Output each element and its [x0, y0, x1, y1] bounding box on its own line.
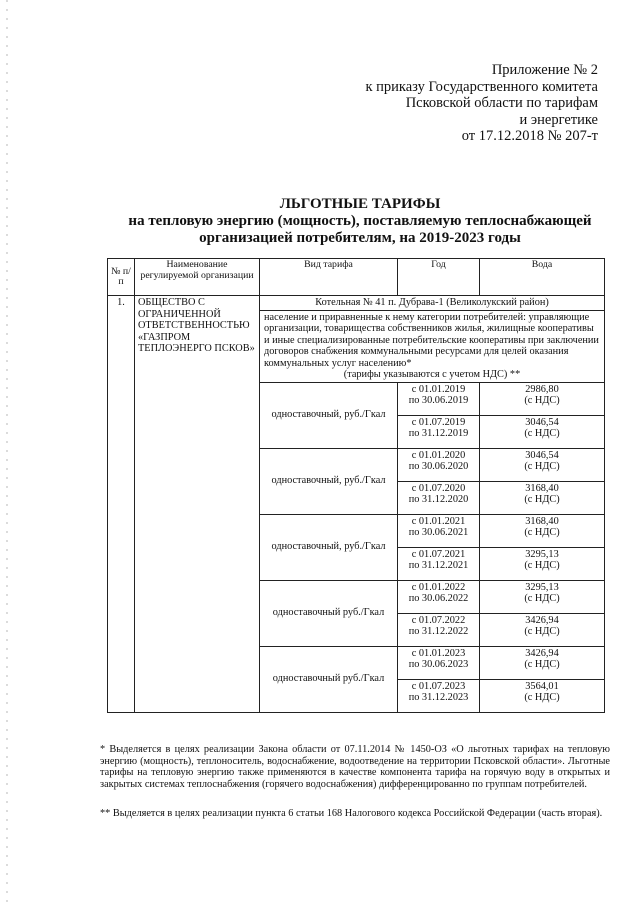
- tariff-type: одноставочный руб./Гкал: [260, 646, 398, 712]
- appendix-order: к приказу Государственного комитета: [365, 78, 598, 95]
- organization-name: ОБЩЕСТВО С ОГРАНИЧЕННОЙ ОТВЕТСТВЕННОСТЬЮ «ГАЗПРОМ ТЕПЛОЭНЕРГО ПСКОВ»: [135, 296, 260, 713]
- tariff-value: 3046,54: [525, 449, 559, 461]
- period-dates: [398, 448, 480, 481]
- water-tariff: [480, 415, 605, 448]
- period-to: по 31.12.2020: [408, 494, 469, 505]
- water-tariff: [480, 448, 605, 481]
- period-to: по 30.06.2020: [408, 461, 469, 472]
- appendix-number: Приложение № 2: [491, 62, 598, 78]
- row-number: 1.: [108, 296, 135, 713]
- period-dates: [398, 481, 480, 514]
- appendix-date: от 17.12.2018 № 207-т: [461, 128, 598, 144]
- tariff-vat: (с НДС): [524, 395, 560, 406]
- water-tariff: [480, 547, 605, 580]
- header-year: Год: [398, 259, 480, 296]
- boiler-name: Котельная № 41 п. Дубрава-1 (Великолукский район): [260, 296, 605, 311]
- tariff-vat: (с НДС): [524, 494, 560, 505]
- tariff-value: 3295,13: [525, 581, 559, 593]
- consumer-category: [260, 310, 605, 382]
- period-to: по 31.12.2023: [408, 692, 469, 703]
- tariff-vat: (с НДС): [524, 461, 560, 472]
- tariff-value: 3168,40: [525, 482, 559, 494]
- scan-edge-artifact: [6, 0, 8, 905]
- boiler-row: [108, 296, 605, 311]
- water-tariff: [480, 514, 605, 547]
- tariff-type: одноставочный, руб./Гкал: [260, 448, 398, 514]
- period-from: с 01.01.2023: [411, 647, 466, 659]
- tariff-vat: (с НДС): [524, 593, 560, 604]
- period-from: с 01.07.2023: [411, 680, 466, 692]
- period-dates: [398, 514, 480, 547]
- header-water: Вода: [480, 259, 605, 296]
- period-dates: [398, 415, 480, 448]
- header-type: Вид тарифа: [260, 259, 398, 296]
- tariff-value: 3426,94: [525, 647, 559, 659]
- header-org: Наименование регулируемой организации: [135, 259, 260, 296]
- period-dates: [398, 547, 480, 580]
- vat-note: (тарифы указываются с учетом НДС) **: [343, 369, 521, 380]
- period-dates: [398, 580, 480, 613]
- tariff-vat: (с НДС): [524, 428, 560, 439]
- appendix-reference: [340, 62, 598, 145]
- period-from: с 01.01.2020: [411, 449, 466, 461]
- tariff-vat: (с НДС): [524, 527, 560, 538]
- period-from: с 01.07.2022: [411, 614, 466, 626]
- period-to: по 31.12.2022: [408, 626, 469, 637]
- period-from: с 01.01.2022: [411, 581, 466, 593]
- period-dates: [398, 613, 480, 646]
- tariff-value: 3168,40: [525, 515, 559, 527]
- water-tariff: [480, 481, 605, 514]
- tariff-value: 3564,01: [525, 680, 559, 692]
- water-tariff: [480, 613, 605, 646]
- tariff-vat: (с НДС): [524, 626, 560, 637]
- water-tariff: [480, 679, 605, 712]
- period-from: с 01.01.2021: [411, 515, 466, 527]
- tariff-value: 3295,13: [525, 548, 559, 560]
- appendix-energy: и энергетике: [519, 111, 598, 128]
- period-from: с 01.01.2019: [411, 383, 466, 395]
- appendix-committee: Псковской области по тарифам: [405, 95, 598, 111]
- tariff-value: 2986,80: [525, 383, 559, 395]
- header-num: № п/п: [108, 259, 135, 296]
- water-tariff: [480, 646, 605, 679]
- period-to: по 31.12.2019: [408, 428, 469, 439]
- consumer-description: население и приравненные к нему категории потребителей: управляющие организации, товарищества собственников жилья, жилищные кооперативы и иные специализированные потребительские кооперативы при заключении договоров снабжения коммунальными ресурсами для целей оказания коммунальных услуг населению*: [264, 311, 599, 369]
- title-line-3: организацией потребителям, на 2019-2023 годы: [199, 230, 521, 246]
- tariff-type: одноставочный руб./Гкал: [260, 580, 398, 646]
- tariff-value: 3426,94: [525, 614, 559, 626]
- title-line-2: на тепловую энергию (мощность), поставляемую теплоснабжающей: [128, 213, 592, 229]
- tariff-table: [107, 258, 605, 713]
- tariff-vat: (с НДС): [524, 560, 560, 571]
- document-title: [95, 196, 625, 247]
- period-to: по 30.06.2019: [408, 395, 469, 406]
- tariff-vat: (с НДС): [524, 692, 560, 703]
- period-to: по 31.12.2021: [408, 560, 469, 571]
- water-tariff: [480, 382, 605, 415]
- footnote-1: * Выделяется в целях реализации Закона области от 07.11.2014 № 1450-ОЗ «О льготных тарифах на тепловую энергию (мощность), теплоноситель, водоснабжение, водоотведение на территории Псковской области». Льготные тарифы на тепловую энергию также применяются в качестве компонента тарифа на горячую воду в открытых и закрытых системах теплоснабжения (горячего водоснабжения) дифференцированно по группам потребителей.: [100, 744, 610, 790]
- footnote-2: ** Выделяется в целях реализации пункта 6 статьи 168 Налогового кодекса Российской Федерации (часть вторая).: [100, 808, 603, 819]
- title-line-1: ЛЬГОТНЫЕ ТАРИФЫ: [279, 196, 441, 212]
- tariff-type: одноставочный, руб./Гкал: [260, 514, 398, 580]
- period-from: с 01.07.2021: [411, 548, 466, 560]
- water-tariff: [480, 580, 605, 613]
- period-from: с 01.07.2020: [411, 482, 466, 494]
- period-to: по 30.06.2022: [408, 593, 469, 604]
- period-to: по 30.06.2021: [408, 527, 469, 538]
- tariff-value: 3046,54: [525, 416, 559, 428]
- tariff-type: одноставочный, руб./Гкал: [260, 382, 398, 448]
- table-header-row: [108, 259, 605, 296]
- period-dates: [398, 382, 480, 415]
- period-from: с 01.07.2019: [411, 416, 466, 428]
- period-dates: [398, 646, 480, 679]
- tariff-vat: (с НДС): [524, 659, 560, 670]
- period-dates: [398, 679, 480, 712]
- period-to: по 30.06.2023: [408, 659, 469, 670]
